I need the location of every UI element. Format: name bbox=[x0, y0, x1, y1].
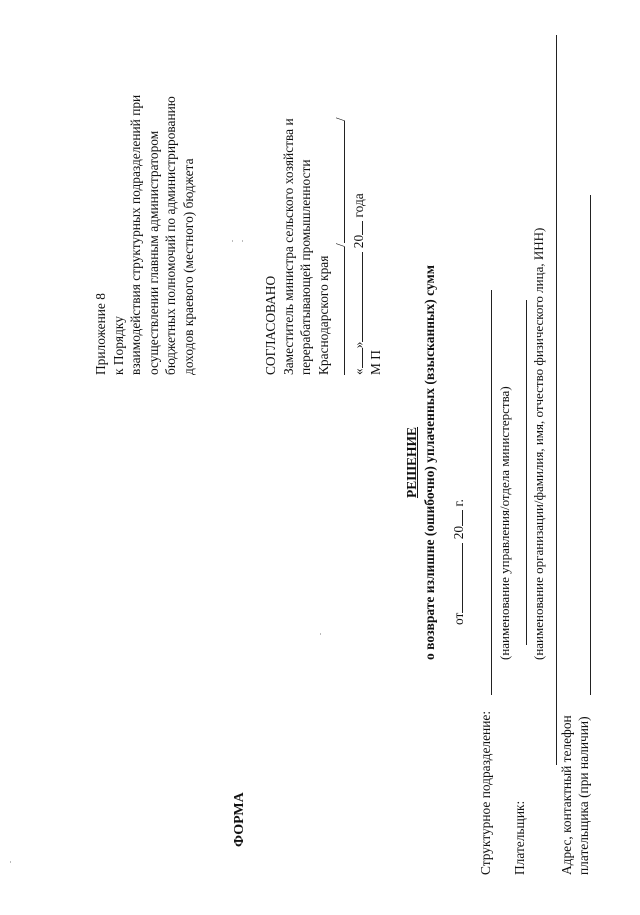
date-open-quote: « bbox=[350, 368, 366, 375]
signature-name-line bbox=[332, 121, 345, 243]
signature-line bbox=[332, 247, 345, 375]
appendix-block bbox=[92, 95, 197, 375]
decision-year-prefix: 20 bbox=[451, 525, 466, 540]
structural-unit-label: Структурное подразделение: bbox=[478, 710, 493, 875]
appendix-line: доходов краевого (местного) бюджета bbox=[180, 158, 196, 375]
payer-label: Плательщик: bbox=[512, 800, 527, 875]
day-line bbox=[350, 348, 363, 368]
decision-title: РЕШЕНИЕ bbox=[404, 426, 419, 499]
payer-extra-line[interactable] bbox=[556, 35, 557, 765]
appendix-line: бюджетных полномочий по администрированию bbox=[163, 96, 178, 375]
address-label bbox=[558, 715, 592, 875]
appendix-line: к Порядку bbox=[110, 316, 126, 375]
structural-unit-line[interactable] bbox=[491, 290, 492, 695]
scan-speck bbox=[232, 240, 233, 242]
year-line bbox=[350, 221, 363, 235]
approval-line: перерабатывающей промышленности bbox=[298, 159, 313, 375]
appendix-line: взаимодействия структурных подразделений при bbox=[128, 94, 143, 375]
year-suffix: года bbox=[350, 193, 366, 218]
date-close-quote: » bbox=[350, 341, 366, 349]
appendix-line: осуществлении главным администратором bbox=[145, 130, 161, 375]
approval-date-row bbox=[350, 118, 368, 375]
payer-line[interactable] bbox=[526, 300, 527, 645]
scan-speck bbox=[10, 861, 11, 863]
signature-line-row: // bbox=[332, 118, 350, 375]
approval-block bbox=[262, 118, 385, 375]
approval-line: Заместитель министра сельского хозяйства и bbox=[280, 118, 296, 375]
structural-unit-caption: (наименование управления/отдела министерства) bbox=[497, 386, 512, 660]
address-label-line: плательщика (при наличии) bbox=[576, 716, 591, 875]
decision-year-line bbox=[450, 510, 463, 526]
decision-date-prefix: от bbox=[451, 612, 466, 625]
scan-speck bbox=[320, 633, 321, 635]
approval-line: Краснодарского края bbox=[315, 255, 331, 375]
payer-caption: (наименование организации/фамилия, имя, отчество физического лица, ИНН) bbox=[531, 227, 546, 660]
approval-title: СОГЛАСОВАНО bbox=[263, 275, 278, 375]
address-line[interactable] bbox=[590, 195, 591, 695]
decision-year-suffix: г. bbox=[451, 499, 466, 507]
month-line bbox=[350, 252, 363, 342]
scan-speck bbox=[242, 240, 243, 242]
stamp-label: М П bbox=[368, 350, 383, 375]
decision-day-line bbox=[450, 543, 463, 613]
decision-subtitle: о возврате излишне (ошибочно) уплаченных (взысканных) сумм bbox=[422, 265, 437, 660]
form-label: ФОРМА bbox=[232, 792, 247, 847]
year-prefix: 20 bbox=[350, 234, 366, 249]
address-label-line: Адрес, контактный телефон bbox=[559, 715, 574, 875]
decision-date-row bbox=[450, 499, 467, 625]
appendix-line: Приложение 8 bbox=[93, 293, 108, 375]
